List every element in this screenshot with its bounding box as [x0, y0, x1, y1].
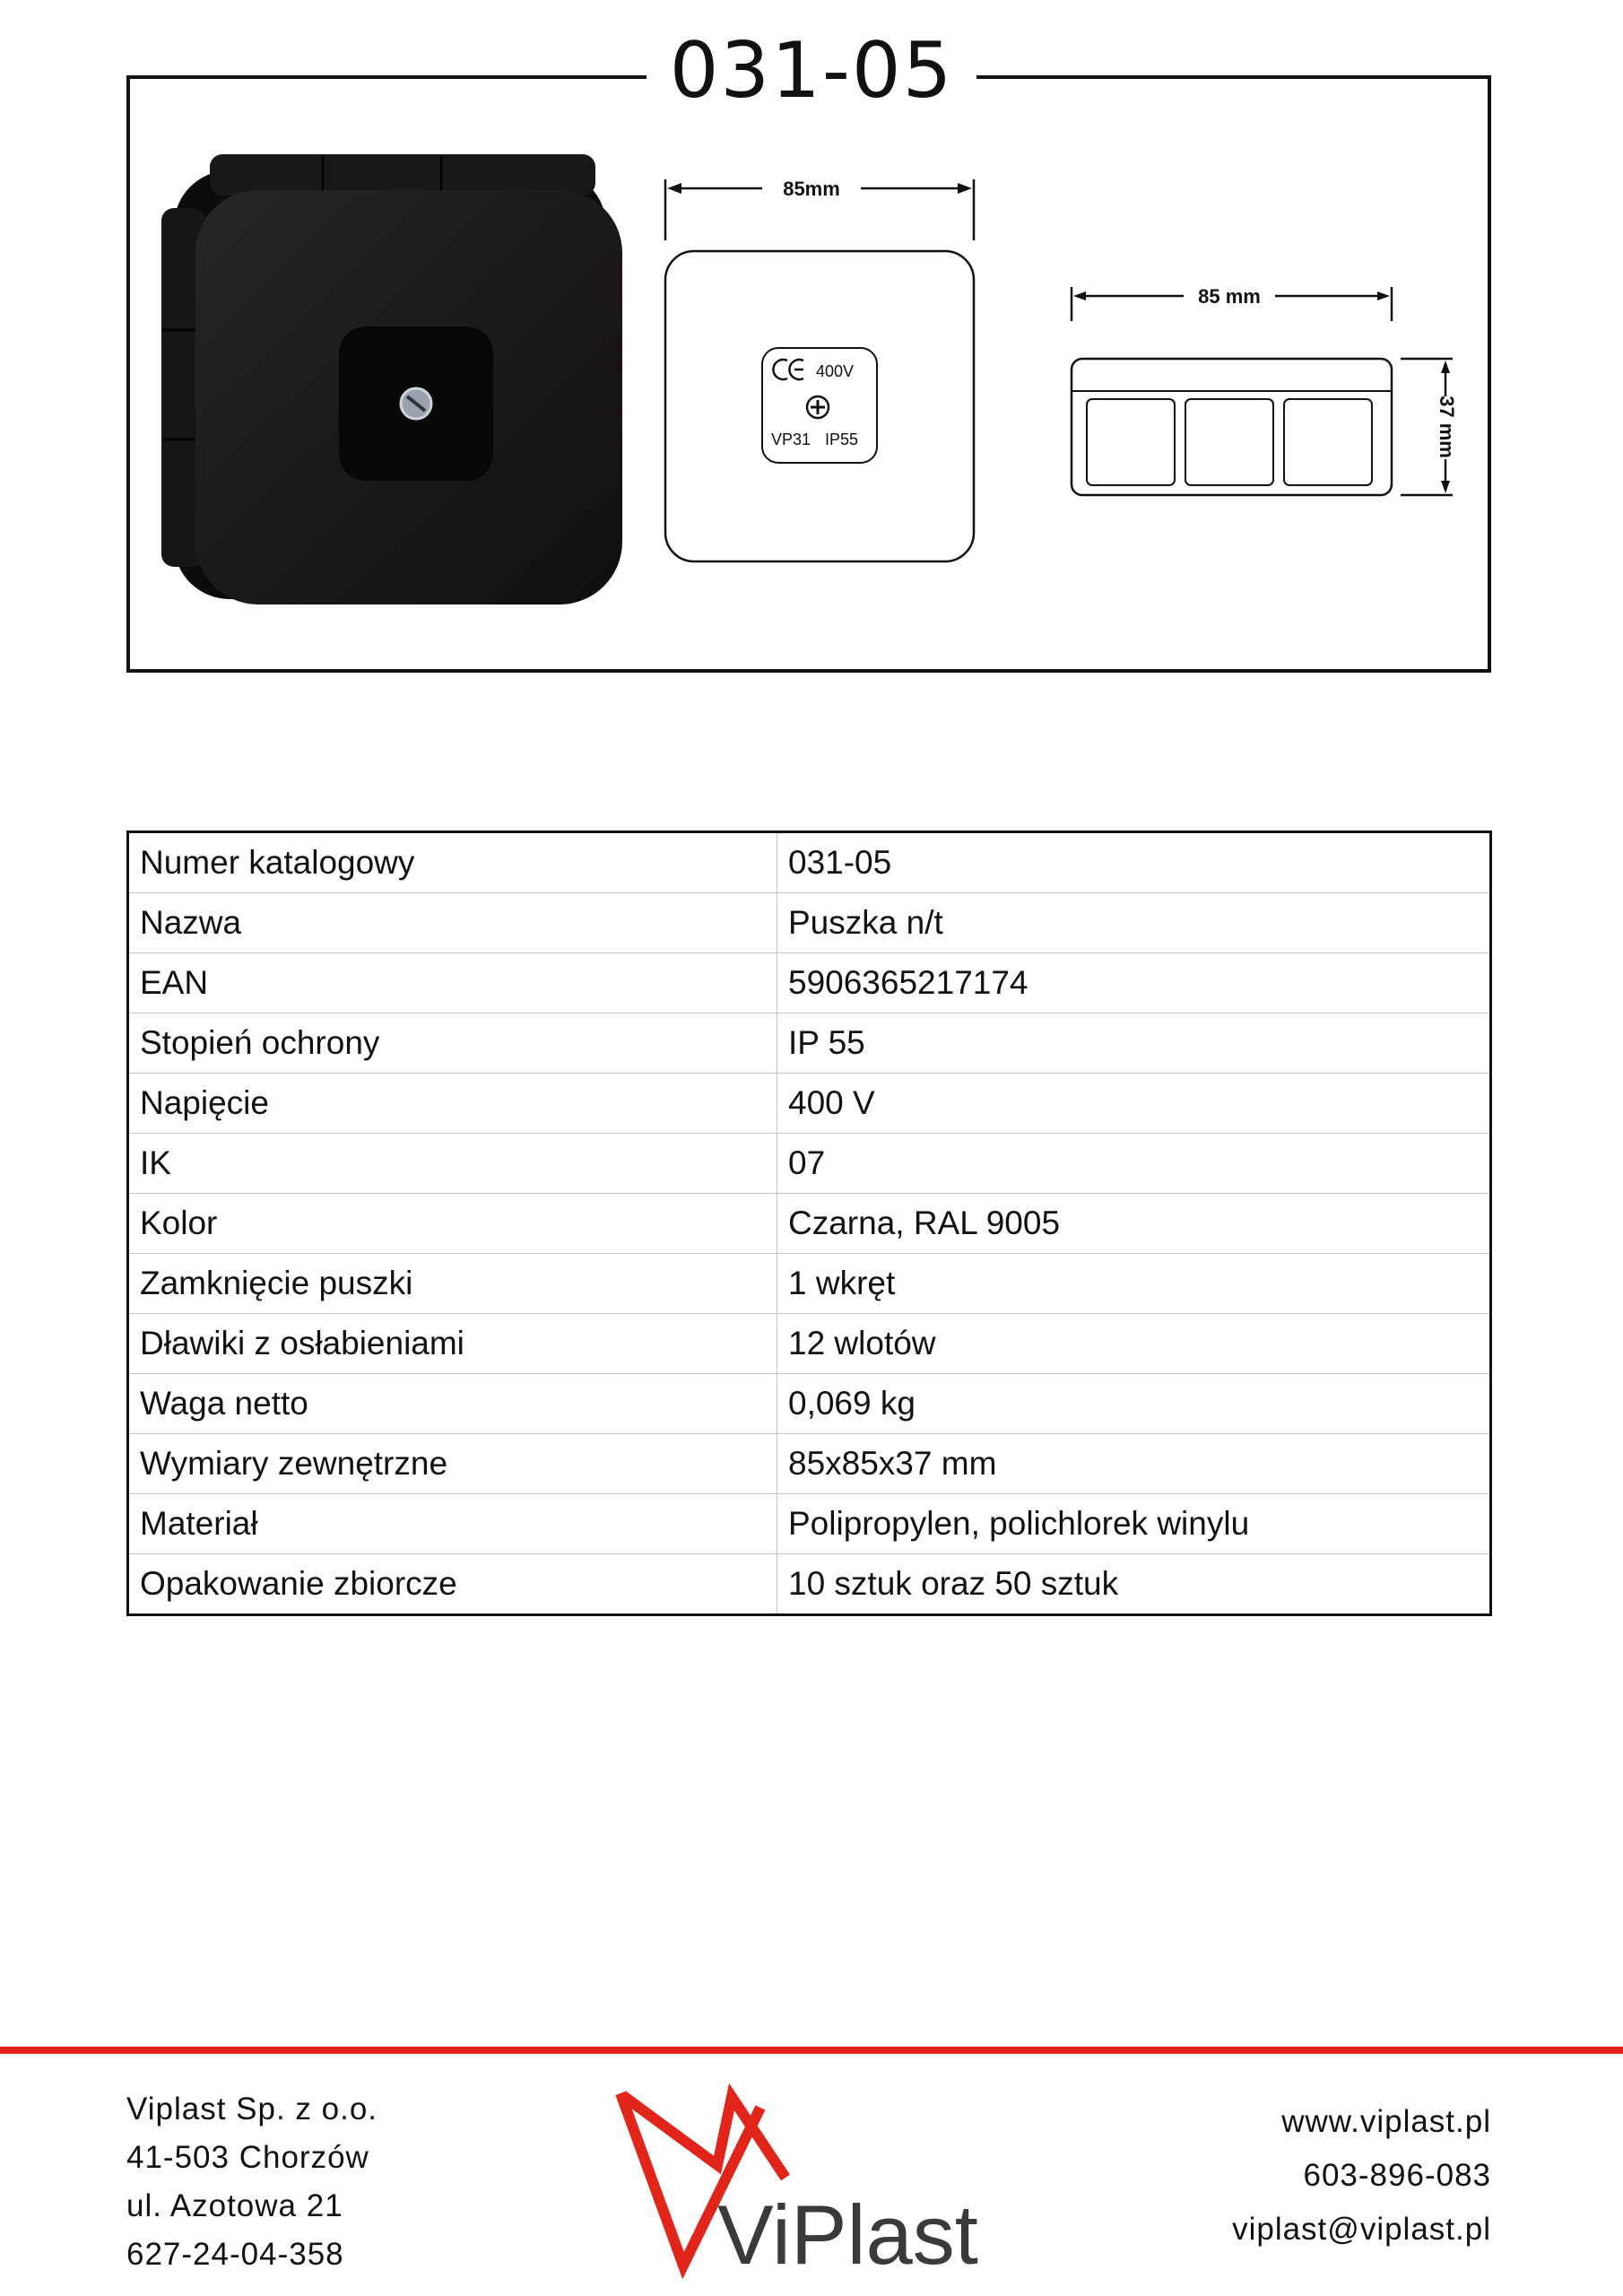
- spec-key: Napięcie: [128, 1074, 777, 1134]
- spec-key: EAN: [128, 953, 777, 1013]
- spec-key: Materiał: [128, 1494, 777, 1554]
- spec-value: 031-05: [788, 844, 892, 881]
- spec-value: 12 wlotów: [777, 1314, 1491, 1374]
- spec-row: [128, 1314, 1491, 1374]
- product-title: 031-05: [647, 30, 977, 111]
- marking-ip: IP55: [825, 430, 859, 448]
- spec-key: Numer katalogowy: [128, 832, 777, 893]
- company-street: ul. Azotowa 21: [126, 2188, 343, 2223]
- spec-table-body: [128, 832, 1491, 1615]
- footer-address: [126, 2085, 378, 2279]
- spec-row: [128, 893, 1491, 953]
- spec-row: [128, 1194, 1491, 1254]
- spec-value: 10 sztuk oraz 50 sztuk: [777, 1554, 1491, 1615]
- spec-value: 1 wkręt: [777, 1254, 1491, 1314]
- spec-row: [128, 1374, 1491, 1434]
- phone-number: 603-896-083: [1303, 2158, 1491, 2193]
- spec-value: 07: [777, 1134, 1491, 1194]
- dim-side-height: 37 mm: [1436, 396, 1458, 458]
- spec-row: [128, 1013, 1491, 1074]
- spec-value: 5906365217174: [777, 953, 1491, 1013]
- spec-key: Dławiki z osłabieniami: [128, 1314, 777, 1374]
- footer-divider: [0, 2047, 1623, 2054]
- technical-drawing: [628, 161, 1488, 592]
- dim-top-width: 85mm: [783, 178, 840, 200]
- spec-row: [128, 953, 1491, 1013]
- spec-value: Puszka n/t: [777, 893, 1491, 953]
- marking-voltage: 400V: [816, 362, 855, 380]
- spec-row: [128, 1074, 1491, 1134]
- spec-value: Czarna, RAL 9005: [777, 1194, 1491, 1254]
- email-link[interactable]: viplast@viplast.pl: [1232, 2212, 1491, 2247]
- spec-row: [128, 1254, 1491, 1314]
- spec-row: [128, 1494, 1491, 1554]
- dim-side-width: 85 mm: [1198, 285, 1261, 308]
- website-link[interactable]: www.viplast.pl: [1281, 2104, 1491, 2139]
- spec-value: 85x85x37 mm: [777, 1434, 1491, 1494]
- spec-row: [128, 1554, 1491, 1615]
- spec-key: Opakowanie zbiorcze: [128, 1554, 777, 1615]
- footer-contact: [1232, 2095, 1491, 2257]
- product-title-wrap: [0, 26, 1623, 116]
- spec-value: Polipropylen, polichlorek winylu: [777, 1494, 1491, 1554]
- company-postal: 41-503 Chorzów: [126, 2140, 369, 2175]
- logo-wordmark: ViPlast: [717, 2187, 978, 2282]
- company-tax-id: 627-24-04-358: [126, 2237, 344, 2272]
- spec-table: [126, 831, 1492, 1616]
- spec-key: Nazwa: [128, 893, 777, 953]
- spec-key: Waga netto: [128, 1374, 777, 1434]
- spec-row: [128, 1134, 1491, 1194]
- spec-key: Wymiary zewnętrzne: [128, 1434, 777, 1494]
- spec-value: IP 55: [777, 1013, 1491, 1074]
- spec-row: [128, 832, 1491, 893]
- spec-value: 0,069 kg: [777, 1374, 1491, 1434]
- spec-key: Kolor: [128, 1194, 777, 1254]
- spec-key: Zamknięcie puszki: [128, 1254, 777, 1314]
- spec-row: [128, 1434, 1491, 1494]
- spec-key: IK: [128, 1134, 777, 1194]
- product-photo: [161, 154, 628, 621]
- viplast-logo: [610, 2072, 1004, 2287]
- spec-key: Stopień ochrony: [128, 1013, 777, 1074]
- company-name: Viplast Sp. z o.o.: [126, 2092, 378, 2126]
- spec-value: 400 V: [777, 1074, 1491, 1134]
- marking-model: VP31: [771, 430, 812, 448]
